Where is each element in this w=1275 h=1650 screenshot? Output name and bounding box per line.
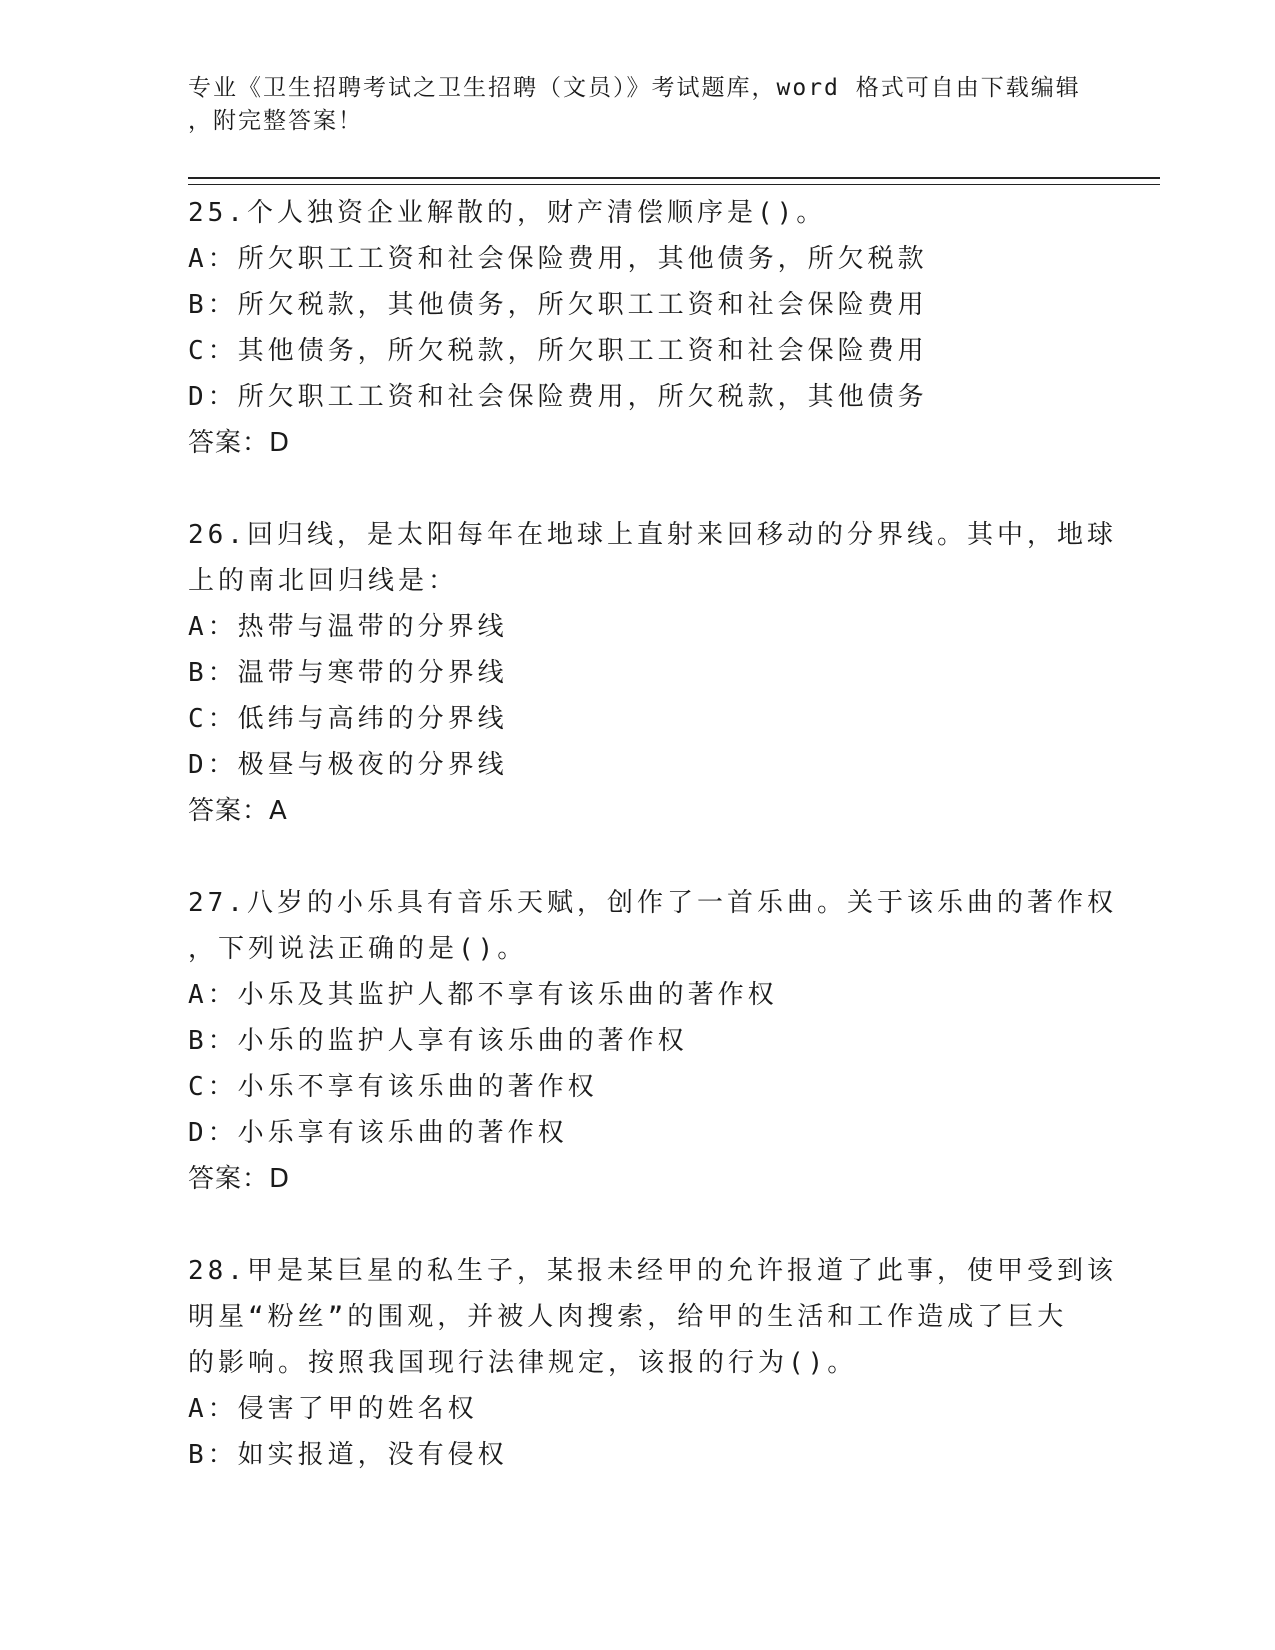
answer-line: 答案：A [188, 796, 288, 826]
option-a: A：小乐及其监护人都不享有该乐曲的著作权 [188, 980, 778, 1010]
header-title-line-2: ，附完整答案！ [188, 108, 363, 134]
question-list [188, 190, 1117, 1478]
answer-line: 答案：D [188, 1164, 291, 1194]
option-b: B：小乐的监护人享有该乐曲的著作权 [188, 1026, 688, 1056]
question-27 [188, 880, 1117, 1202]
document-header [188, 72, 1081, 138]
question-28 [188, 1248, 1117, 1478]
header-divider-thick [188, 177, 1160, 179]
option-d: D：小乐享有该乐曲的著作权 [188, 1118, 568, 1148]
question-stem: 27.八岁的小乐具有音乐天赋，创作了一首乐曲。关于该乐曲的著作权 [188, 888, 1117, 918]
question-stem-continued: 的影响。按照我国现行法律规定，该报的行为()。 [188, 1348, 858, 1378]
answer-line: 答案：D [188, 428, 291, 458]
option-d: D：所欠职工工资和社会保险费用，所欠税款，其他债务 [188, 382, 928, 412]
option-a: A：侵害了甲的姓名权 [188, 1394, 478, 1424]
option-b: B：所欠税款，其他债务，所欠职工工资和社会保险费用 [188, 290, 928, 320]
option-a: A：所欠职工工资和社会保险费用，其他债务，所欠税款 [188, 244, 928, 274]
option-b: B：如实报道，没有侵权 [188, 1440, 508, 1470]
question-stem-continued: 明星“粉丝”的围观，并被人肉搜索，给甲的生活和工作造成了巨大 [188, 1302, 1068, 1332]
question-stem-continued: ，下列说法正确的是()。 [188, 934, 528, 964]
option-c: C：其他债务，所欠税款，所欠职工工资和社会保险费用 [188, 336, 928, 366]
question-25 [188, 190, 1088, 466]
header-divider-thin [188, 184, 1160, 185]
question-stem-continued: 上的南北回归线是： [188, 566, 459, 596]
option-b: B：温带与寒带的分界线 [188, 658, 508, 688]
header-title-line-1: 专业《卫生招聘考试之卫生招聘（文员）》考试题库，word 格式可自由下载编辑 [188, 75, 1081, 101]
option-c: C：低纬与高纬的分界线 [188, 704, 508, 734]
option-c: C：小乐不享有该乐曲的著作权 [188, 1072, 598, 1102]
question-stem: 25.个人独资企业解散的，财产清偿顺序是()。 [188, 198, 827, 228]
option-a: A：热带与温带的分界线 [188, 612, 508, 642]
question-26 [188, 512, 1117, 834]
option-d: D：极昼与极夜的分界线 [188, 750, 508, 780]
question-stem: 26.回归线，是太阳每年在地球上直射来回移动的分界线。其中，地球 [188, 520, 1117, 550]
question-stem: 28.甲是某巨星的私生子，某报未经甲的允许报道了此事，使甲受到该 [188, 1256, 1117, 1286]
